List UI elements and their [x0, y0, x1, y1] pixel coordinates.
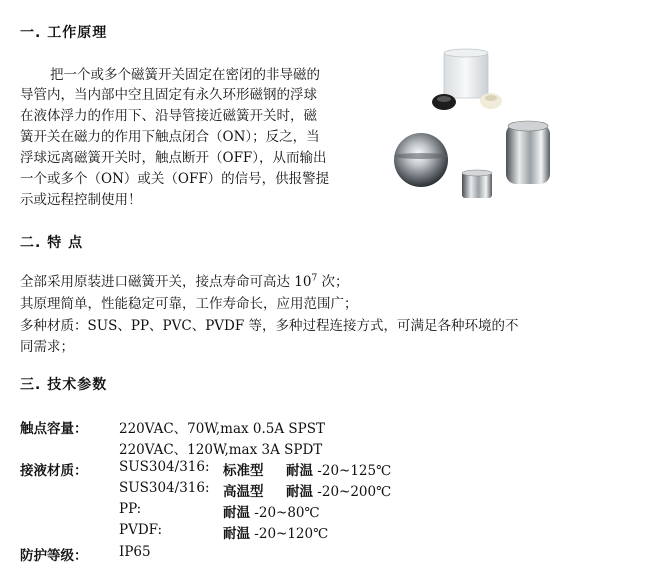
protection-row	[20, 544, 151, 564]
paragraph-line: 一个或多个（ON）或关（OFF）的信号，供报警提	[20, 171, 330, 187]
temp-label: 耐温	[223, 526, 250, 542]
temp-label: 耐温	[286, 463, 313, 479]
paragraph-line: 簧开关在磁力的作用下触点闭合（ON）；反之，当	[20, 129, 320, 145]
paragraph-line: 导管内，当内部中空且固定有永久环形磁钢的浮球	[20, 87, 317, 103]
exponent: 7	[311, 273, 318, 284]
features-line: 其原理简单，性能稳定可靠，工作寿命长，应用范围广；	[20, 296, 358, 312]
contact-capacity-label: 触点容量：	[20, 421, 88, 437]
features-text: 次；	[317, 274, 349, 290]
temp-value: -20~120℃	[254, 526, 329, 542]
features-line: 多种材质：SUS、PP、PVC、PVDF 等，多种过程连接方式，可满足各种环境的不	[20, 318, 519, 334]
protection-label: 防护等级：	[20, 548, 88, 564]
temp-label: 耐温	[223, 505, 250, 521]
temp-value: -20~80℃	[254, 505, 320, 521]
contact-capacity-row	[20, 417, 326, 437]
material-temp	[286, 459, 391, 479]
protection-value: IP65	[119, 544, 151, 560]
material-label: 接液材质：	[20, 463, 88, 479]
material-row	[20, 459, 620, 479]
material-type: 高温型	[223, 484, 264, 500]
material-temp	[223, 501, 320, 521]
material-name: PP:	[119, 501, 142, 517]
material-name: PVDF:	[119, 522, 163, 538]
contact-capacity-value: 220VAC、70W,max 0.5A SPST	[119, 421, 326, 437]
temp-label: 耐温	[286, 484, 313, 500]
float-balls-photo	[388, 44, 558, 214]
temp-value: -20~125℃	[317, 463, 392, 479]
material-temp	[223, 522, 328, 542]
features-text: 全部采用原装进口磁簧开关，接点寿命可高达 10	[20, 274, 312, 290]
features-heading: 二. 特 点	[20, 235, 84, 251]
material-type: 标准型	[223, 463, 264, 479]
contact-capacity-value: 220VAC、120W,max 3A SPDT	[119, 442, 323, 458]
specs-heading: 三. 技术参数	[20, 377, 108, 393]
paragraph-line: 示或远程控制使用！	[20, 192, 142, 208]
features-line: 同需求；	[20, 339, 74, 355]
material-name: SUS304/316:	[119, 480, 210, 496]
paragraph-line: 在液体浮力的作用下、沿导管接近磁簧开关时，磁	[20, 108, 317, 124]
paragraph-line: 把一个或多个磁簧开关固定在密闭的非导磁的	[50, 67, 320, 83]
paragraph-line: 浮球远离磁簧开关时，触点断开（OFF），从而输出	[20, 150, 327, 166]
temp-value: -20~200℃	[317, 484, 392, 500]
material-temp	[286, 480, 391, 500]
features-line	[20, 270, 349, 290]
principle-heading: 一. 工作原理	[20, 25, 108, 41]
material-name: SUS304/316:	[119, 459, 210, 475]
